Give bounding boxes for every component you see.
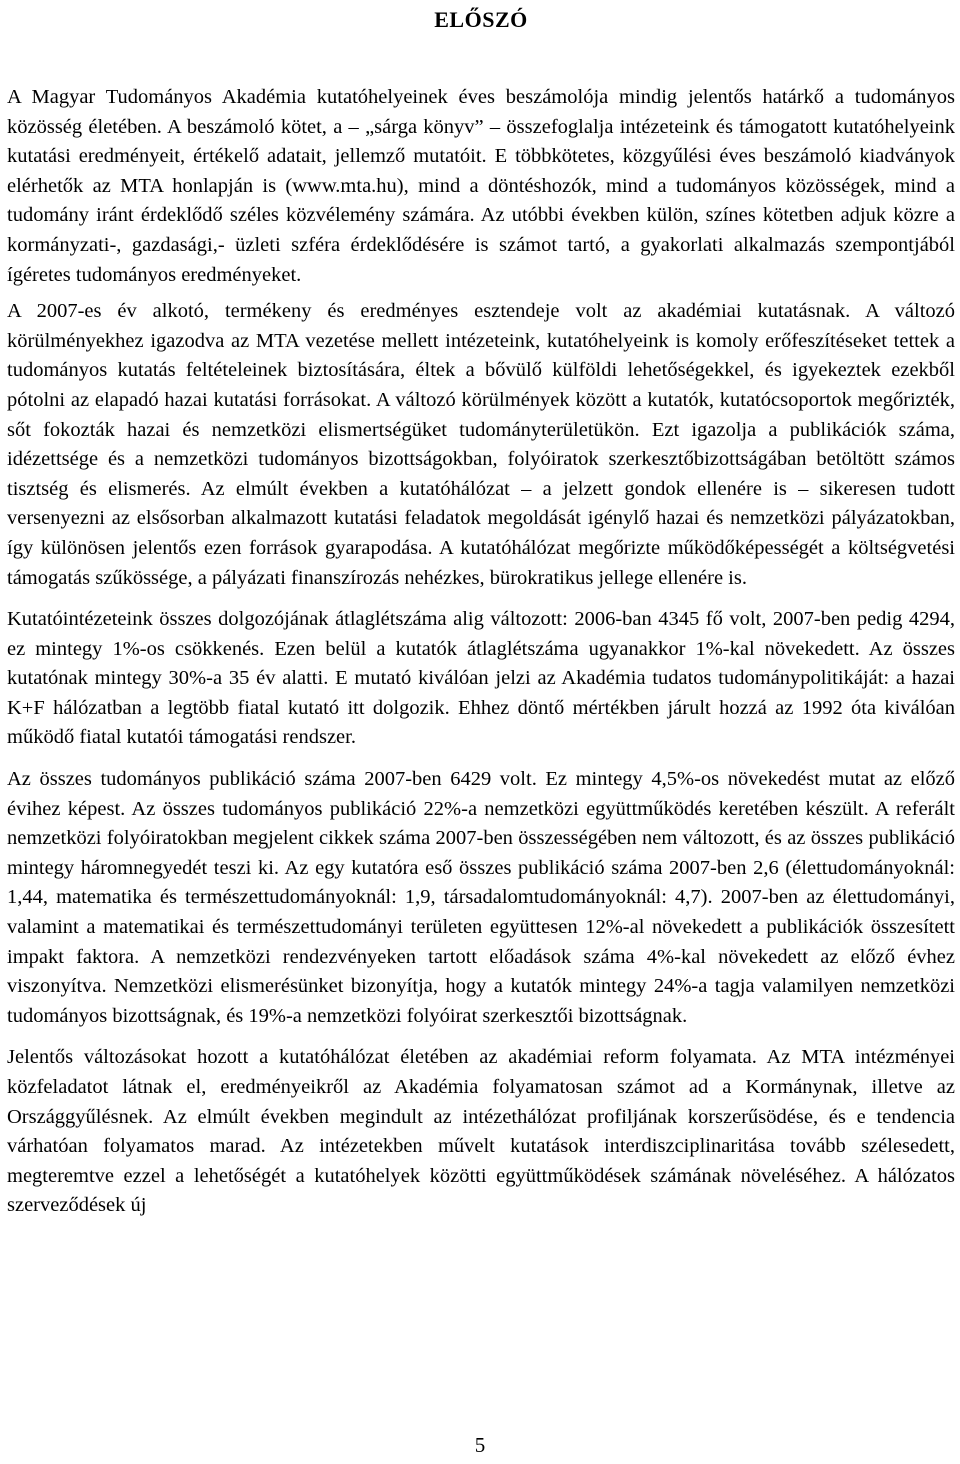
paragraph-publications: Az összes tudományos publikáció száma 2007-ben 6429 volt. Ez mintegy 4,5%-os növekedést mutat az előző évihez képest. Az összes tudományos publikáció 22%-a nemzetközi együttműködés keretében készült. A referált nemzetközi folyóiratokban megjelent cikkek száma 2007-ben összességében nem változott, és az összes publikáció mintegy háromnegyedét teszi ki. Az egy kutatóra eső összes publikáció száma 2007-ben 2,6 (élettudományoknál: 1,44, matematika és természettudományoknál: 1,9, társadalomtudományoknál: 4,7). 2007-ben az élettudományi, valamint a matematikai és természettudományi területen együttesen 12%-al növekedett a publikációk összesített impakt faktora. A nemzetközi rendezvényeken tartott előadások száma 4%-kal növekedett az előző évhez viszonyítva. Nemzetközi elismerésünket bizonyítja, hogy a kutatók mintegy 24%-a tagja valamilyen nemzetközi tudományos bizottságnak, és 19%-a nemzetközi folyóirat szerkesztői bizottságnak.: [7, 768, 955, 1027]
paragraph-staff: Kutatóintézeteink összes dolgozójának átlaglétszáma alig változott: 2006-ban 4345 fő volt, 2007-ben pedig 4294, ez mintegy 1%-os csökkenés. Ezen belül a kutatók átlaglétszáma ugyanakkor 1%-kal növekedett. Az összes kutatónak mintegy 30%-a 35 év alatti. E mutató kiválóan jelzi az Akadémia tudatos tudománypolitikáját: a hazai K+F hálózatban a legtöbb fiatal kutató itt dolgozik. Ehhez döntő mértékben járult hozzá az 1992 óta kiválóan működő fiatal kutatói támogatási rendszer.: [7, 608, 955, 749]
page-number: 5: [474, 1433, 486, 1457]
paragraph-reform: Jelentős változásokat hozott a kutatóhálózat életében az akadémiai reform folyamata. Az MTA intézményei közfeladatot látnak el, eredményeikről az Akadémia folyamatosan számot ad a Kormánynak, illetve az Országgyűlésnek. Az elmúlt években megindult az intézethálózat profiljának korszerűsödése, és e tendencia várhatóan folyamatos marad. Az intézetekben művelt kutatások interdiszciplinaritása tovább szélesedett, megteremtve ezzel a lehetőségét a kutatóhelyek közötti együttműködések számának növeléséhez. A hálózatos szerveződések új: [7, 1046, 955, 1217]
document-page: [7, 0, 955, 1221]
paragraph-intro: A Magyar Tudományos Akadémia kutatóhelyeinek éves beszámolója mindig jelentős határkő a tudományos közösség életében. A beszámoló kötet, a – „sárga könyv” – összefoglalja intézeteink és támogatott kutatóhelyeink kutatási eredményeit, értékelő adatait, jellemző mutatóit. E többkötetes, közgyűlési éves beszámoló kiadványok elérhetők az MTA honlapján is (www.mta.hu), mind a döntéshozók, mind a tudományos közösségek, mind a tudomány iránt érdeklődő széles közvélemény számára. Az utóbbi években külön, színes kötetben adjuk közre a kormányzati-, gazdasági,- üzleti szféra érdeklődésére is számot tartó, a gyakorlati alkalmazás szempontjából ígéretes tudományos eredményeket.: [7, 86, 955, 286]
paragraph-year-2007: A 2007-es év alkotó, termékeny és eredményes esztendeje volt az akadémiai kutatásnak. A változó körülményekhez igazodva az MTA vezetése mellett intézeteink, kutatóhelyeink is komoly erőfeszítéseket tettek a tudományos kutatás feltételeinek biztosítására, éltek a bővülő külföldi lehetőségekkel, és igyekeztek ezekből pótolni az elapadó hazai kutatási forrásokat. A változó körülmények között a kutatók, kutatócsoportok megőrizték, sőt fokozták hazai és nemzetközi elismertségüket tudományterületükön. Ezt igazolja a publikációk száma, idézettsége és a nemzetközi tudományos bizottságokban, folyóiratok szerkesztőbizottságában betöltött számos tisztség és elismerés. Az elmúlt években a kutatóhálózat – a jelzett gondok ellenére is – sikeresen tudott versenyezni az elsősorban alkalmazott kutatási feladatok megoldását igénylő hazai és nemzetközi pályázatokban, így különösen jelentős ezen források gyarapodása. A kutatóhálózat megőrizte működőképességét a költségvetési támogatás szűkössége, a pályázati finanszírozás nehézkes, bürokratikus jellege ellenére is.: [7, 300, 955, 589]
page-title: ELŐSZÓ: [434, 7, 528, 32]
